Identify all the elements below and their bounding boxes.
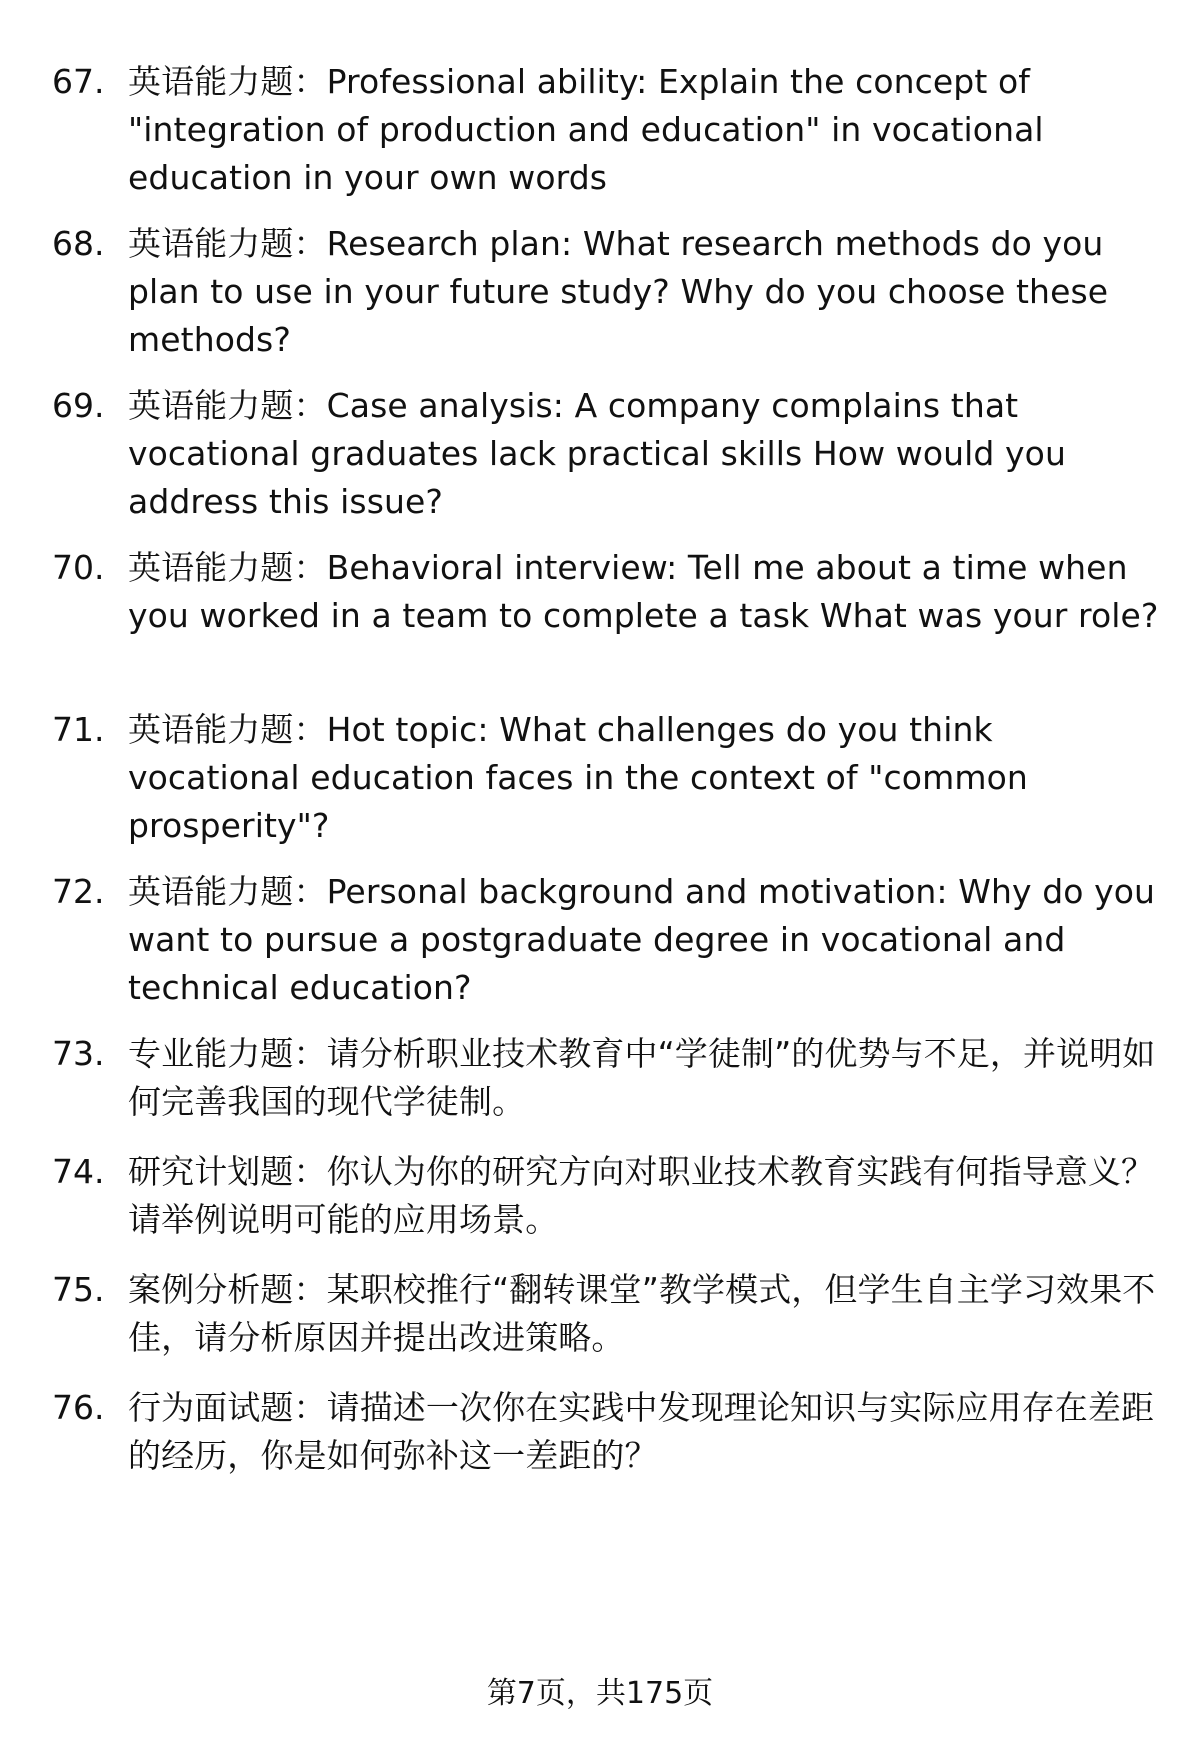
question-text: 案例分析题：某职校推行“翻转课堂”教学模式，但学生自主学习效果不佳，请分析原因并提出改进策略。 [128, 1270, 1156, 1357]
question-text: 英语能力题：Hot topic: What challenges do you think vocational education faces in the context of "common prosperity"? [128, 710, 1028, 845]
question-72 [52, 868, 1162, 1012]
question-number: 73. [52, 1034, 105, 1073]
question-68 [52, 220, 1162, 364]
question-69 [52, 382, 1162, 526]
question-text: 英语能力题：Behavioral interview: Tell me about a time when you worked in a team to complete a task What was your role? [128, 548, 1159, 635]
question-75 [52, 1266, 1162, 1362]
question-74 [52, 1148, 1162, 1244]
question-number: 76. [52, 1388, 105, 1427]
question-text: 英语能力题：Professional ability: Explain the concept of "integration of production and education" in vocational education in your own words [128, 62, 1044, 197]
question-number: 69. [52, 386, 105, 425]
question-number: 75. [52, 1270, 105, 1309]
question-71 [52, 706, 1162, 850]
question-text: 英语能力题：Personal background and motivation: Why do you want to pursue a postgraduate degree in vocational and technical education? [128, 872, 1156, 1007]
question-70 [52, 544, 1162, 640]
question-text: 英语能力题：Case analysis: A company complains that vocational graduates lack practical skills How would you address this issue? [128, 386, 1066, 521]
question-76 [52, 1384, 1162, 1480]
question-text: 英语能力题：Research plan: What research methods do you plan to use in your future study? Why do you choose these methods? [128, 224, 1109, 359]
question-number: 67. [52, 62, 105, 101]
question-number: 71. [52, 710, 105, 749]
question-number: 72. [52, 872, 105, 911]
question-text: 专业能力题：请分析职业技术教育中“学徒制”的优势与不足，并说明如何完善我国的现代学徒制。 [128, 1034, 1156, 1121]
question-number: 68. [52, 224, 105, 263]
question-73 [52, 1030, 1162, 1126]
question-text: 研究计划题：你认为你的研究方向对职业技术教育实践有何指导意义？请举例说明可能的应用场景。 [128, 1152, 1155, 1239]
question-67 [52, 58, 1162, 202]
question-number: 74. [52, 1152, 105, 1191]
question-number: 70. [52, 548, 105, 587]
page-footer: 第7页，共175页 [486, 1676, 714, 1711]
question-text: 行为面试题：请描述一次你在实践中发现理论知识与实际应用存在差距的经历，你是如何弥补这一差距的？ [128, 1388, 1155, 1475]
